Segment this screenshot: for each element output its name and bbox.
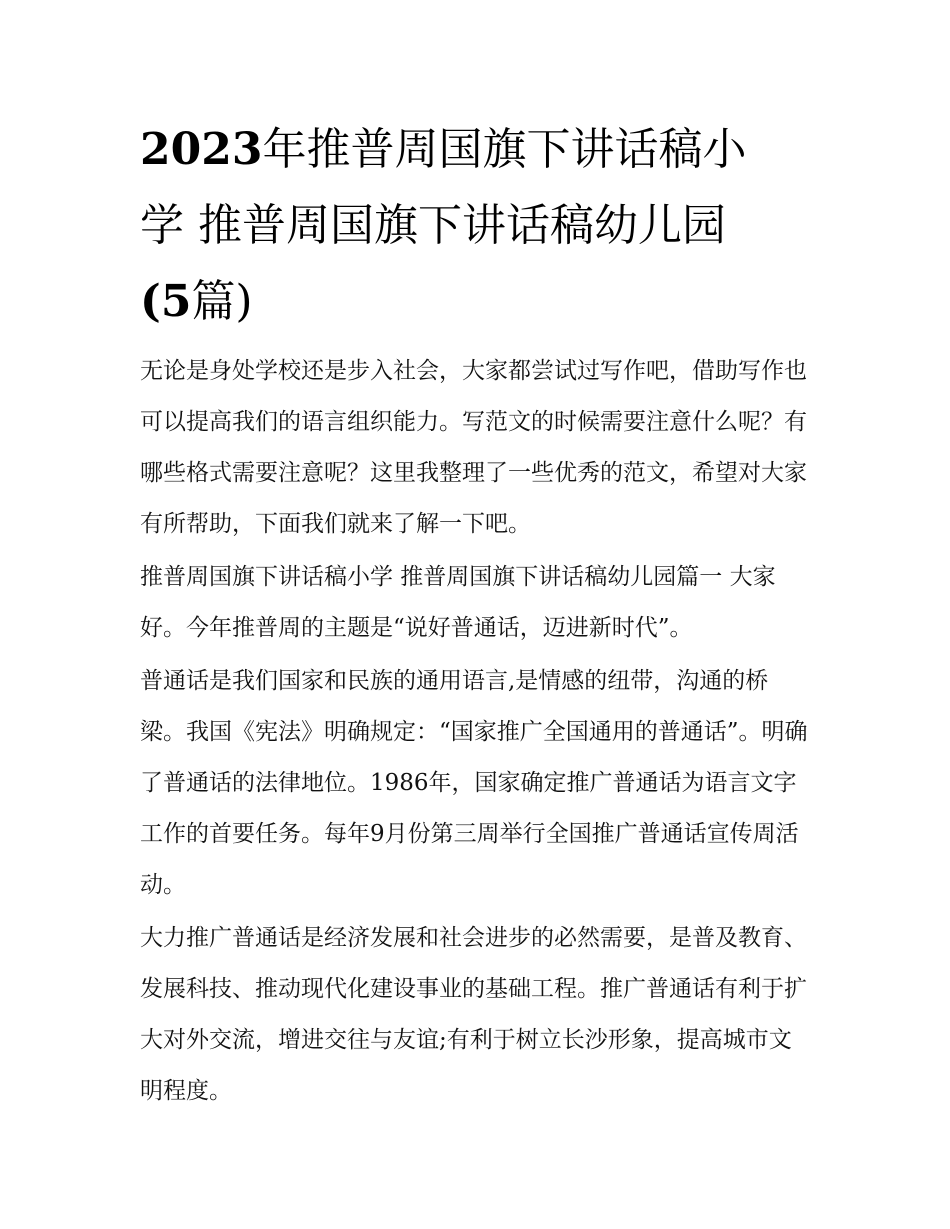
title-count: (5 xyxy=(140,276,192,327)
title-line2-text: 学 推普周国旗下讲话稿幼儿园 xyxy=(140,200,726,251)
title-year: 2023 xyxy=(140,124,263,175)
title-line3-text: 篇) xyxy=(191,276,253,327)
document-title xyxy=(140,112,812,340)
body-paragraph: 推普周国旗下讲话稿小学 推普周国旗下讲话稿幼儿园篇一 大家好。今年推普周的主题是“说好普通话，迈进新时代”。 xyxy=(140,564,776,641)
document-content xyxy=(140,112,812,1117)
body-paragraph: 普通话是我们国家和民族的通用语言,是情感的纽带，沟通的桥梁。我国《宪法》明确规定：“国家推广全国通用的普通话”。明确了普通话的法律地位。1986年，国家确定推广普通话为语言文字工作的首要任务。每年9月份第三周举行全国推广普通话宣传周活动。 xyxy=(140,668,808,898)
title-line1-text: 年推普周国旗下讲话稿小 xyxy=(262,124,747,175)
intro-paragraph: 无论是身处学校还是步入社会，大家都尝试过写作吧，借助写作也可以提高我们的语言组织能力。写范文的时候需要注意什么呢？有哪些格式需要注意呢？这里我整理了一些优秀的范文，希望对大家有所帮助，下面我们就来了解一下吧。 xyxy=(140,358,807,537)
body-paragraph: 大力推广普通话是经济发展和社会进步的必然需要，是普及教育、发展科技、推动现代化建设事业的基础工程。推广普通话有利于扩大对外交流，增进交往与友谊;有利于树立长沙形象，提高城市文明程度。 xyxy=(140,925,807,1104)
